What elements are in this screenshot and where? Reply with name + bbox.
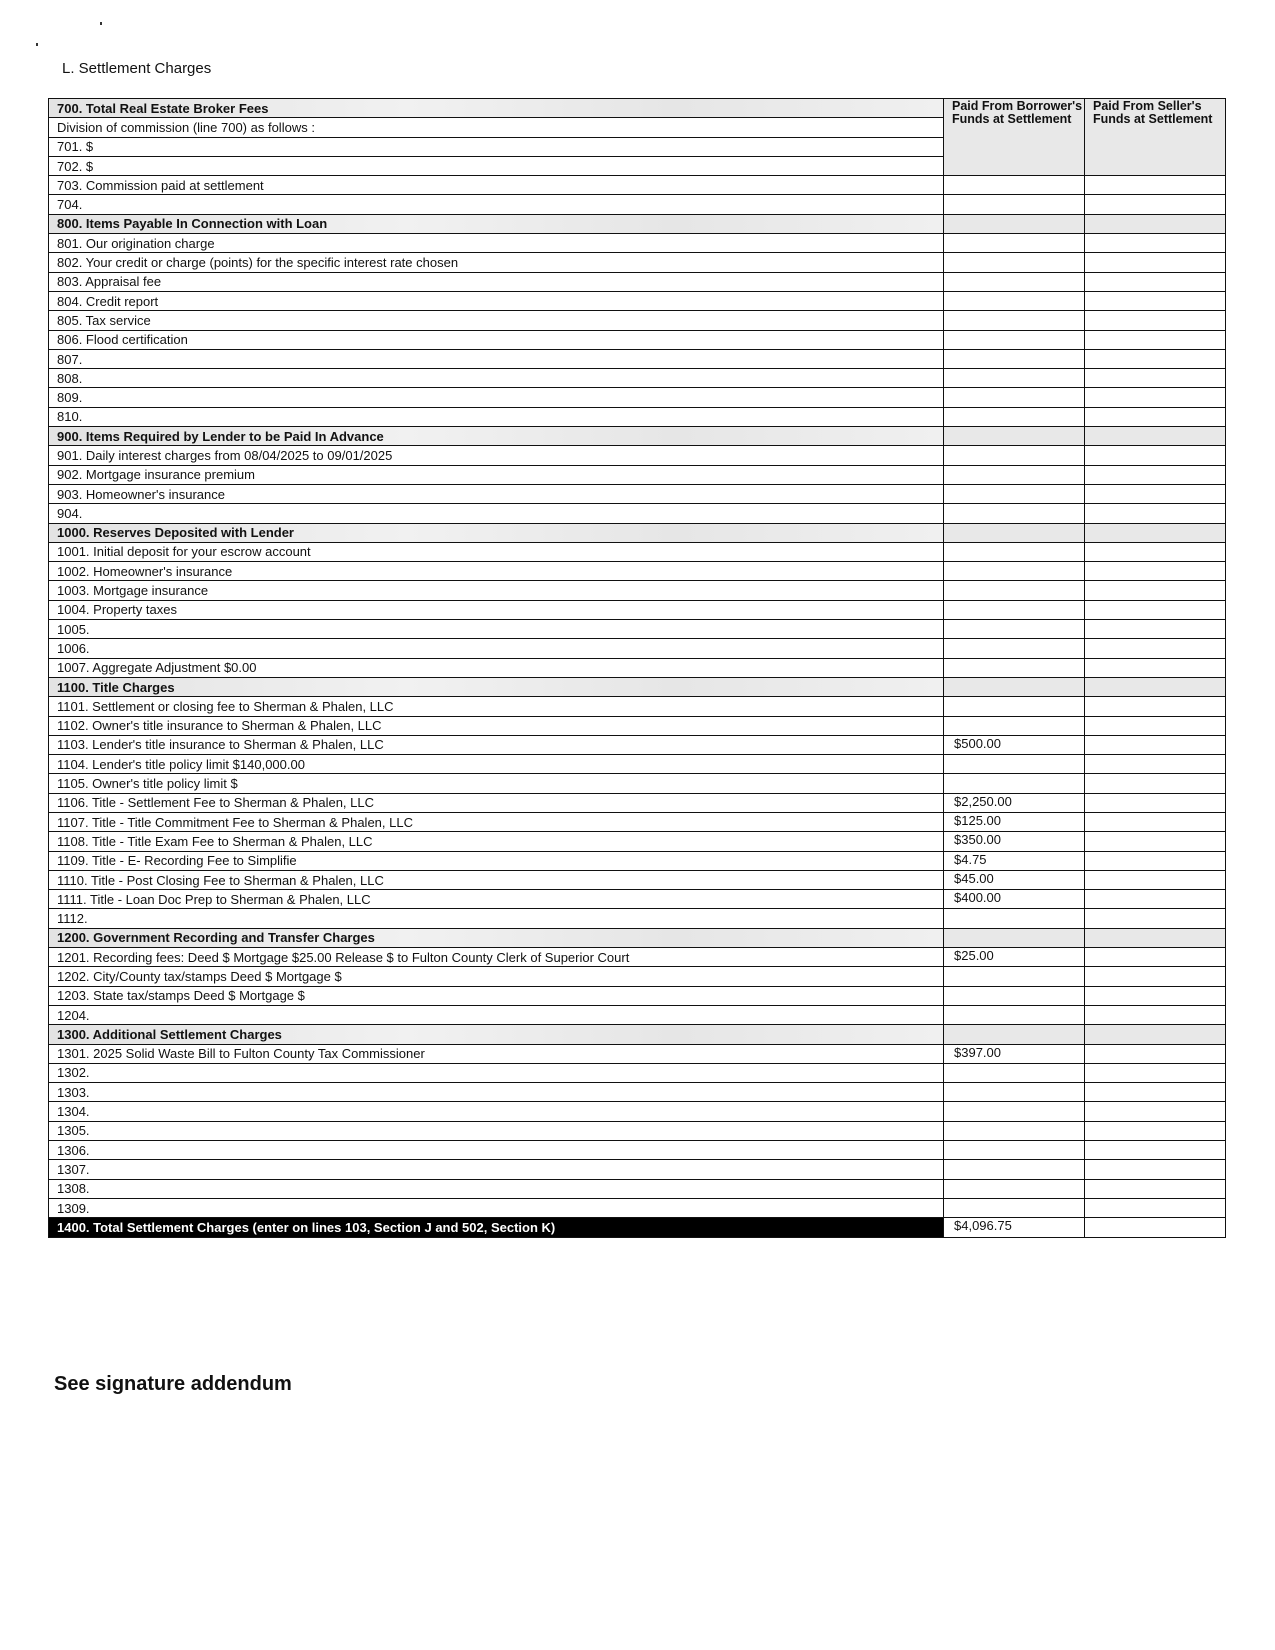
borrower-amount xyxy=(944,1141,1085,1160)
charge-row xyxy=(49,484,1226,503)
line-label: 802. Your credit or charge (points) for the specific interest rate chosen xyxy=(49,253,944,272)
charge-row xyxy=(49,639,1226,658)
borrower-amount xyxy=(944,311,1085,330)
seller-amount xyxy=(1085,214,1226,233)
line-label: 803. Appraisal fee xyxy=(49,272,944,291)
charge-row xyxy=(49,1102,1226,1121)
seller-amount xyxy=(1085,832,1226,851)
line-label: 902. Mortgage insurance premium xyxy=(49,465,944,484)
borrower-amount: $4,096.75 xyxy=(944,1218,1085,1237)
seller-amount xyxy=(1085,774,1226,793)
borrower-amount xyxy=(944,407,1085,426)
seller-amount xyxy=(1085,967,1226,986)
commission-division-label: Division of commission (line 700) as follows : xyxy=(49,118,944,137)
line-label: 1105. Owner's title policy limit $ xyxy=(49,774,944,793)
scan-speck xyxy=(36,43,38,46)
borrower-amount xyxy=(944,639,1085,658)
seller-amount xyxy=(1085,562,1226,581)
borrower-amount: $397.00 xyxy=(944,1044,1085,1063)
borrower-amount xyxy=(944,1005,1085,1024)
charge-row xyxy=(49,697,1226,716)
seller-amount xyxy=(1085,195,1226,214)
seller-amount xyxy=(1085,793,1226,812)
charge-row xyxy=(49,1044,1226,1063)
seller-amount xyxy=(1085,1218,1226,1237)
seller-amount xyxy=(1085,349,1226,368)
charge-row xyxy=(49,967,1226,986)
line-label: 901. Daily interest charges from 08/04/2025 to 09/01/2025 xyxy=(49,446,944,465)
line-label: 1005. xyxy=(49,620,944,639)
line-label: 1200. Government Recording and Transfer Charges xyxy=(49,928,944,947)
seller-amount xyxy=(1085,735,1226,754)
borrower-amount xyxy=(944,755,1085,774)
borrower-amount xyxy=(944,774,1085,793)
borrower-amount xyxy=(944,349,1085,368)
charge-row xyxy=(49,812,1226,831)
line-label: 1202. City/County tax/stamps Deed $ Mortgage $ xyxy=(49,967,944,986)
charge-row xyxy=(49,1063,1226,1082)
seller-amount xyxy=(1085,697,1226,716)
charge-row xyxy=(49,1179,1226,1198)
seller-amount xyxy=(1085,851,1226,870)
charge-row xyxy=(49,870,1226,889)
line-label: 810. xyxy=(49,407,944,426)
section-header-row xyxy=(49,427,1226,446)
borrower-amount xyxy=(944,253,1085,272)
line-label: 1100. Title Charges xyxy=(49,677,944,696)
seller-amount xyxy=(1085,504,1226,523)
line-700-label: 700. Total Real Estate Broker Fees xyxy=(49,99,944,118)
line-label: 1307. xyxy=(49,1160,944,1179)
line-label: 1302. xyxy=(49,1063,944,1082)
seller-amount xyxy=(1085,1044,1226,1063)
seller-amount xyxy=(1085,484,1226,503)
charge-row xyxy=(49,562,1226,581)
line-label: 900. Items Required by Lender to be Paid In Advance xyxy=(49,427,944,446)
seller-amount xyxy=(1085,812,1226,831)
borrower-amount xyxy=(944,388,1085,407)
borrower-amount xyxy=(944,562,1085,581)
borrower-amount: $500.00 xyxy=(944,735,1085,754)
line-label: 1101. Settlement or closing fee to Sherman & Phalen, LLC xyxy=(49,697,944,716)
seller-amount xyxy=(1085,716,1226,735)
charge-row xyxy=(49,793,1226,812)
charge-row xyxy=(49,388,1226,407)
borrower-amount xyxy=(944,620,1085,639)
section-header-row xyxy=(49,677,1226,696)
line-label: 1000. Reserves Deposited with Lender xyxy=(49,523,944,542)
line-label: 1400. Total Settlement Charges (enter on lines 103, Section J and 502, Section K) xyxy=(49,1218,944,1237)
charge-row xyxy=(49,1005,1226,1024)
borrower-amount xyxy=(944,1083,1085,1102)
charge-row xyxy=(49,1160,1226,1179)
charge-row xyxy=(49,600,1226,619)
seller-amount xyxy=(1085,253,1226,272)
seller-amount xyxy=(1085,870,1226,889)
line-label: 1002. Homeowner's insurance xyxy=(49,562,944,581)
line-label: 904. xyxy=(49,504,944,523)
borrower-amount xyxy=(944,542,1085,561)
line-label: 1308. xyxy=(49,1179,944,1198)
borrower-amount xyxy=(944,484,1085,503)
seller-amount xyxy=(1085,1102,1226,1121)
seller-amount xyxy=(1085,234,1226,253)
line-label: 1110. Title - Post Closing Fee to Sherman & Phalen, LLC xyxy=(49,870,944,889)
charge-row xyxy=(49,1083,1226,1102)
borrower-amount xyxy=(944,600,1085,619)
seller-amount xyxy=(1085,658,1226,677)
borrower-amount: $4.75 xyxy=(944,851,1085,870)
line-label: 704. xyxy=(49,195,944,214)
seller-amount xyxy=(1085,523,1226,542)
section-header-row xyxy=(49,214,1226,233)
line-label: 805. Tax service xyxy=(49,311,944,330)
borrower-amount xyxy=(944,427,1085,446)
charge-row xyxy=(49,446,1226,465)
borrower-amount xyxy=(944,658,1085,677)
scan-speck xyxy=(100,22,102,25)
line-label: 806. Flood certification xyxy=(49,330,944,349)
line-label: 804. Credit report xyxy=(49,291,944,310)
seller-amount xyxy=(1085,620,1226,639)
seller-amount xyxy=(1085,909,1226,928)
seller-amount xyxy=(1085,272,1226,291)
line-label: 1003. Mortgage insurance xyxy=(49,581,944,600)
total-row xyxy=(49,1218,1226,1237)
charge-row xyxy=(49,311,1226,330)
borrower-amount: $400.00 xyxy=(944,890,1085,909)
borrower-amount xyxy=(944,1198,1085,1217)
charge-row xyxy=(49,465,1226,484)
borrower-amount xyxy=(944,1179,1085,1198)
seller-amount xyxy=(1085,1083,1226,1102)
line-label: 1305. xyxy=(49,1121,944,1140)
borrower-amount xyxy=(944,716,1085,735)
seller-amount xyxy=(1085,639,1226,658)
charge-row xyxy=(49,716,1226,735)
line-label: 801. Our origination charge xyxy=(49,234,944,253)
charge-row xyxy=(49,349,1226,368)
charge-row xyxy=(49,253,1226,272)
seller-amount xyxy=(1085,446,1226,465)
borrower-amount: $25.00 xyxy=(944,948,1085,967)
borrower-amount xyxy=(944,214,1085,233)
line-label: 1112. xyxy=(49,909,944,928)
borrower-amount xyxy=(944,195,1085,214)
charge-row xyxy=(49,1141,1226,1160)
borrower-amount xyxy=(944,967,1085,986)
borrower-amount: $125.00 xyxy=(944,812,1085,831)
charge-row xyxy=(49,369,1226,388)
seller-amount xyxy=(1085,542,1226,561)
line-label: 1306. xyxy=(49,1141,944,1160)
seller-amount xyxy=(1085,388,1226,407)
line-label: 1204. xyxy=(49,1005,944,1024)
borrower-amount: $45.00 xyxy=(944,870,1085,889)
line-label: 1300. Additional Settlement Charges xyxy=(49,1025,944,1044)
line-label: 809. xyxy=(49,388,944,407)
charge-row xyxy=(49,291,1226,310)
charge-row xyxy=(49,1121,1226,1140)
charge-row xyxy=(49,851,1226,870)
charge-row xyxy=(49,948,1226,967)
charge-row xyxy=(49,774,1226,793)
settlement-charges-table xyxy=(48,98,1225,1238)
line-label: 1007. Aggregate Adjustment $0.00 xyxy=(49,658,944,677)
borrower-amount xyxy=(944,677,1085,696)
line-label: 1201. Recording fees: Deed $ Mortgage $25.00 Release $ to Fulton County Clerk of Superior Court xyxy=(49,948,944,967)
charge-row xyxy=(49,176,1226,195)
charge-row xyxy=(49,542,1226,561)
borrower-amount xyxy=(944,446,1085,465)
line-702-label: 702. $ xyxy=(49,156,944,175)
line-label: 1102. Owner's title insurance to Sherman & Phalen, LLC xyxy=(49,716,944,735)
borrower-amount xyxy=(944,369,1085,388)
line-label: 1001. Initial deposit for your escrow account xyxy=(49,542,944,561)
charge-row xyxy=(49,581,1226,600)
section-header-row xyxy=(49,1025,1226,1044)
line-label: 703. Commission paid at settlement xyxy=(49,176,944,195)
seller-amount xyxy=(1085,1121,1226,1140)
borrower-amount xyxy=(944,986,1085,1005)
line-label: 1108. Title - Title Exam Fee to Sherman & Phalen, LLC xyxy=(49,832,944,851)
borrower-amount xyxy=(944,1102,1085,1121)
seller-amount xyxy=(1085,407,1226,426)
borrower-amount xyxy=(944,581,1085,600)
seller-amount xyxy=(1085,581,1226,600)
seller-amount xyxy=(1085,890,1226,909)
seller-amount xyxy=(1085,465,1226,484)
borrower-amount xyxy=(944,1121,1085,1140)
seller-amount xyxy=(1085,928,1226,947)
line-label: 1107. Title - Title Commitment Fee to Sherman & Phalen, LLC xyxy=(49,812,944,831)
borrower-amount xyxy=(944,1160,1085,1179)
charge-row xyxy=(49,735,1226,754)
signature-addendum-note: See signature addendum xyxy=(54,1373,292,1395)
line-label: 1303. xyxy=(49,1083,944,1102)
line-label: 807. xyxy=(49,349,944,368)
charge-row xyxy=(49,504,1226,523)
seller-amount xyxy=(1085,369,1226,388)
borrower-amount xyxy=(944,1025,1085,1044)
charge-row xyxy=(49,832,1226,851)
seller-amount xyxy=(1085,677,1226,696)
borrower-amount xyxy=(944,504,1085,523)
seller-amount xyxy=(1085,600,1226,619)
charge-row xyxy=(49,195,1226,214)
borrower-amount xyxy=(944,465,1085,484)
section-header-row xyxy=(49,928,1226,947)
seller-amount xyxy=(1085,948,1226,967)
borrower-amount xyxy=(944,330,1085,349)
line-label: 1301. 2025 Solid Waste Bill to Fulton County Tax Commissioner xyxy=(49,1044,944,1063)
borrower-amount xyxy=(944,909,1085,928)
line-label: 1106. Title - Settlement Fee to Sherman & Phalen, LLC xyxy=(49,793,944,812)
borrower-amount: $350.00 xyxy=(944,832,1085,851)
charge-row xyxy=(49,986,1226,1005)
seller-amount xyxy=(1085,1005,1226,1024)
borrower-amount xyxy=(944,1063,1085,1082)
borrower-amount xyxy=(944,928,1085,947)
section-header-row xyxy=(49,523,1226,542)
line-label: 1203. State tax/stamps Deed $ Mortgage $ xyxy=(49,986,944,1005)
seller-column-header: Paid From Seller's Funds at Settlement xyxy=(1085,99,1226,176)
seller-amount xyxy=(1085,291,1226,310)
charge-row xyxy=(49,1198,1226,1217)
charge-row xyxy=(49,272,1226,291)
charge-row xyxy=(49,330,1226,349)
charge-row xyxy=(49,658,1226,677)
line-label: 1109. Title - E- Recording Fee to Simplifie xyxy=(49,851,944,870)
line-label: 1111. Title - Loan Doc Prep to Sherman & Phalen, LLC xyxy=(49,890,944,909)
borrower-amount xyxy=(944,176,1085,195)
charge-row xyxy=(49,234,1226,253)
seller-amount xyxy=(1085,427,1226,446)
seller-amount xyxy=(1085,1198,1226,1217)
charge-row xyxy=(49,890,1226,909)
seller-amount xyxy=(1085,755,1226,774)
charge-row xyxy=(49,620,1226,639)
header-row xyxy=(49,99,1226,118)
line-label: 808. xyxy=(49,369,944,388)
line-label: 1304. xyxy=(49,1102,944,1121)
seller-amount xyxy=(1085,986,1226,1005)
borrower-amount xyxy=(944,697,1085,716)
line-label: 1103. Lender's title insurance to Sherman & Phalen, LLC xyxy=(49,735,944,754)
charge-row xyxy=(49,909,1226,928)
seller-amount xyxy=(1085,1063,1226,1082)
seller-amount xyxy=(1085,311,1226,330)
seller-amount xyxy=(1085,176,1226,195)
line-label: 1004. Property taxes xyxy=(49,600,944,619)
seller-amount xyxy=(1085,1025,1226,1044)
line-label: 1309. xyxy=(49,1198,944,1217)
charge-row xyxy=(49,755,1226,774)
seller-amount xyxy=(1085,1179,1226,1198)
line-label: 800. Items Payable In Connection with Loan xyxy=(49,214,944,233)
borrower-amount xyxy=(944,291,1085,310)
line-701-label: 701. $ xyxy=(49,137,944,156)
borrower-amount xyxy=(944,523,1085,542)
borrower-column-header: Paid From Borrower's Funds at Settlement xyxy=(944,99,1085,176)
seller-amount xyxy=(1085,1160,1226,1179)
line-label: 903. Homeowner's insurance xyxy=(49,484,944,503)
line-label: 1006. xyxy=(49,639,944,658)
charge-row xyxy=(49,407,1226,426)
borrower-amount xyxy=(944,272,1085,291)
seller-amount xyxy=(1085,1141,1226,1160)
borrower-amount xyxy=(944,234,1085,253)
seller-amount xyxy=(1085,330,1226,349)
line-label: 1104. Lender's title policy limit $140,000.00 xyxy=(49,755,944,774)
page-title: L. Settlement Charges xyxy=(62,60,212,77)
borrower-amount: $2,250.00 xyxy=(944,793,1085,812)
